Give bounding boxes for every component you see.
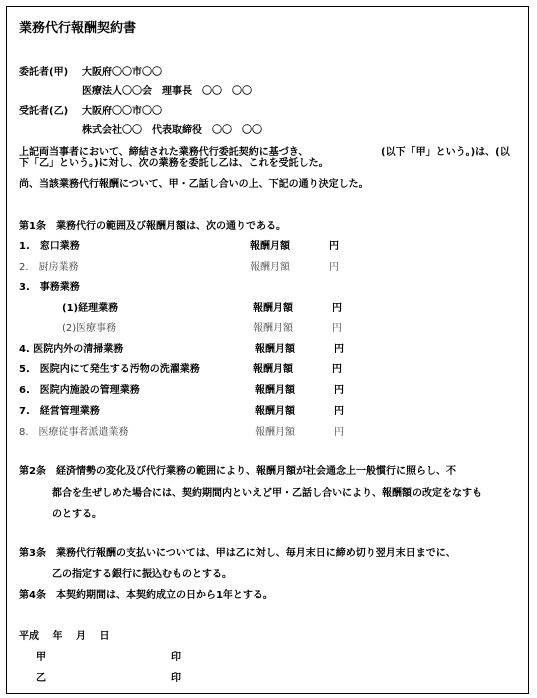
item-label: 2. 厨房業務 (19, 262, 79, 273)
item-unit: 円 (332, 303, 342, 314)
item-label: 1. 窓口業務 (19, 241, 80, 252)
article-3-line-1: 第3条 業務代行報酬の支払いについては、甲は乙に対し、毎月末日に締め切り翌月末日までに、 (19, 548, 456, 559)
client-name: 医療法人〇〇会 理事長 〇〇 〇〇 (82, 86, 252, 97)
item-unit: 円 (332, 364, 342, 375)
item-label: (1)経理業務 (62, 303, 119, 314)
article-2-line-1: 第2条 経済情勢の変化及び代行業務の範囲により、報酬月額が社会通念上一般慣行に照らし、不 (19, 466, 456, 477)
item-fee-label: 報酬月額 (255, 427, 295, 438)
item-fee-label: 報酬月額 (253, 323, 293, 334)
item-fee-label: 報酬月額 (250, 262, 290, 273)
item-unit: 円 (334, 427, 344, 438)
party-a-label: 甲 (36, 652, 46, 663)
article-2-line-3: のとする。 (52, 509, 102, 520)
party-b-seal: 印 (171, 673, 181, 684)
item-unit: 円 (334, 344, 344, 355)
date-line: 平成 年 月 日 (19, 631, 110, 642)
item-unit: 円 (334, 385, 344, 396)
preamble-line-1b: (以下「甲」という。)は、(以 (381, 147, 510, 158)
preamble-line-1a: 上記両当事者において、締結された業務代行委託契約に基づき、 (19, 147, 309, 158)
preamble-line-2: 下「乙」という。)に対し、次の業務を委託し乙は、これを受託した。 (19, 158, 329, 169)
item-label: 4. 医院内外の清掃業務 (19, 344, 124, 355)
article-1-title: 第1条 業務代行の範囲及び報酬月額は、次の通りである。 (19, 221, 286, 232)
item-unit: 円 (332, 323, 342, 334)
document-title: 業務代行報酬契約書 (19, 21, 137, 36)
party-a-seal: 印 (171, 652, 181, 663)
client-label: 委託者(甲) (19, 67, 69, 78)
item-fee-label: 報酬月額 (255, 406, 295, 417)
item-fee-label: 報酬月額 (250, 241, 290, 252)
contractor-label: 受託者(乙) (19, 106, 69, 117)
item-label: 3. 事務業務 (19, 282, 80, 293)
item-unit: 円 (329, 241, 339, 252)
article-3-line-2: 乙の指定する銀行に振込むものとする。 (52, 569, 232, 580)
preamble-line-3: 尚、当該業務代行報酬について、甲・乙話し合いの上、下記の通り決定した。 (19, 179, 369, 190)
item-fee-label: 報酬月額 (255, 385, 295, 396)
item-label: (2)医療事務 (62, 323, 117, 334)
contractor-address: 大阪府〇〇市〇〇 (82, 106, 162, 117)
item-fee-label: 報酬月額 (253, 364, 293, 375)
item-unit: 円 (329, 262, 339, 273)
item-label: 7. 経営管理業務 (19, 406, 100, 417)
item-label: 6. 医院内施設の管理業務 (19, 385, 140, 396)
contractor-name: 株式会社〇〇 代表取締役 〇〇 〇〇 (82, 125, 262, 136)
item-label: 5. 医院内にて発生する汚物の洗濯業務 (19, 364, 200, 375)
item-label: 8. 医療従事者派遣業務 (19, 427, 129, 438)
item-fee-label: 報酬月額 (255, 344, 295, 355)
item-unit: 円 (334, 406, 344, 417)
client-address: 大阪府〇〇市〇〇 (82, 67, 162, 78)
article-4: 第4条 本契約期間は、本契約成立の日から1年とする。 (19, 590, 273, 601)
item-fee-label: 報酬月額 (253, 303, 293, 314)
party-b-label: 乙 (36, 673, 46, 684)
article-2-line-2: 都合を生ぜしめた場合には、契約期間内といえど甲・乙話し合いにより、報酬額の改定をなすも (52, 488, 482, 499)
